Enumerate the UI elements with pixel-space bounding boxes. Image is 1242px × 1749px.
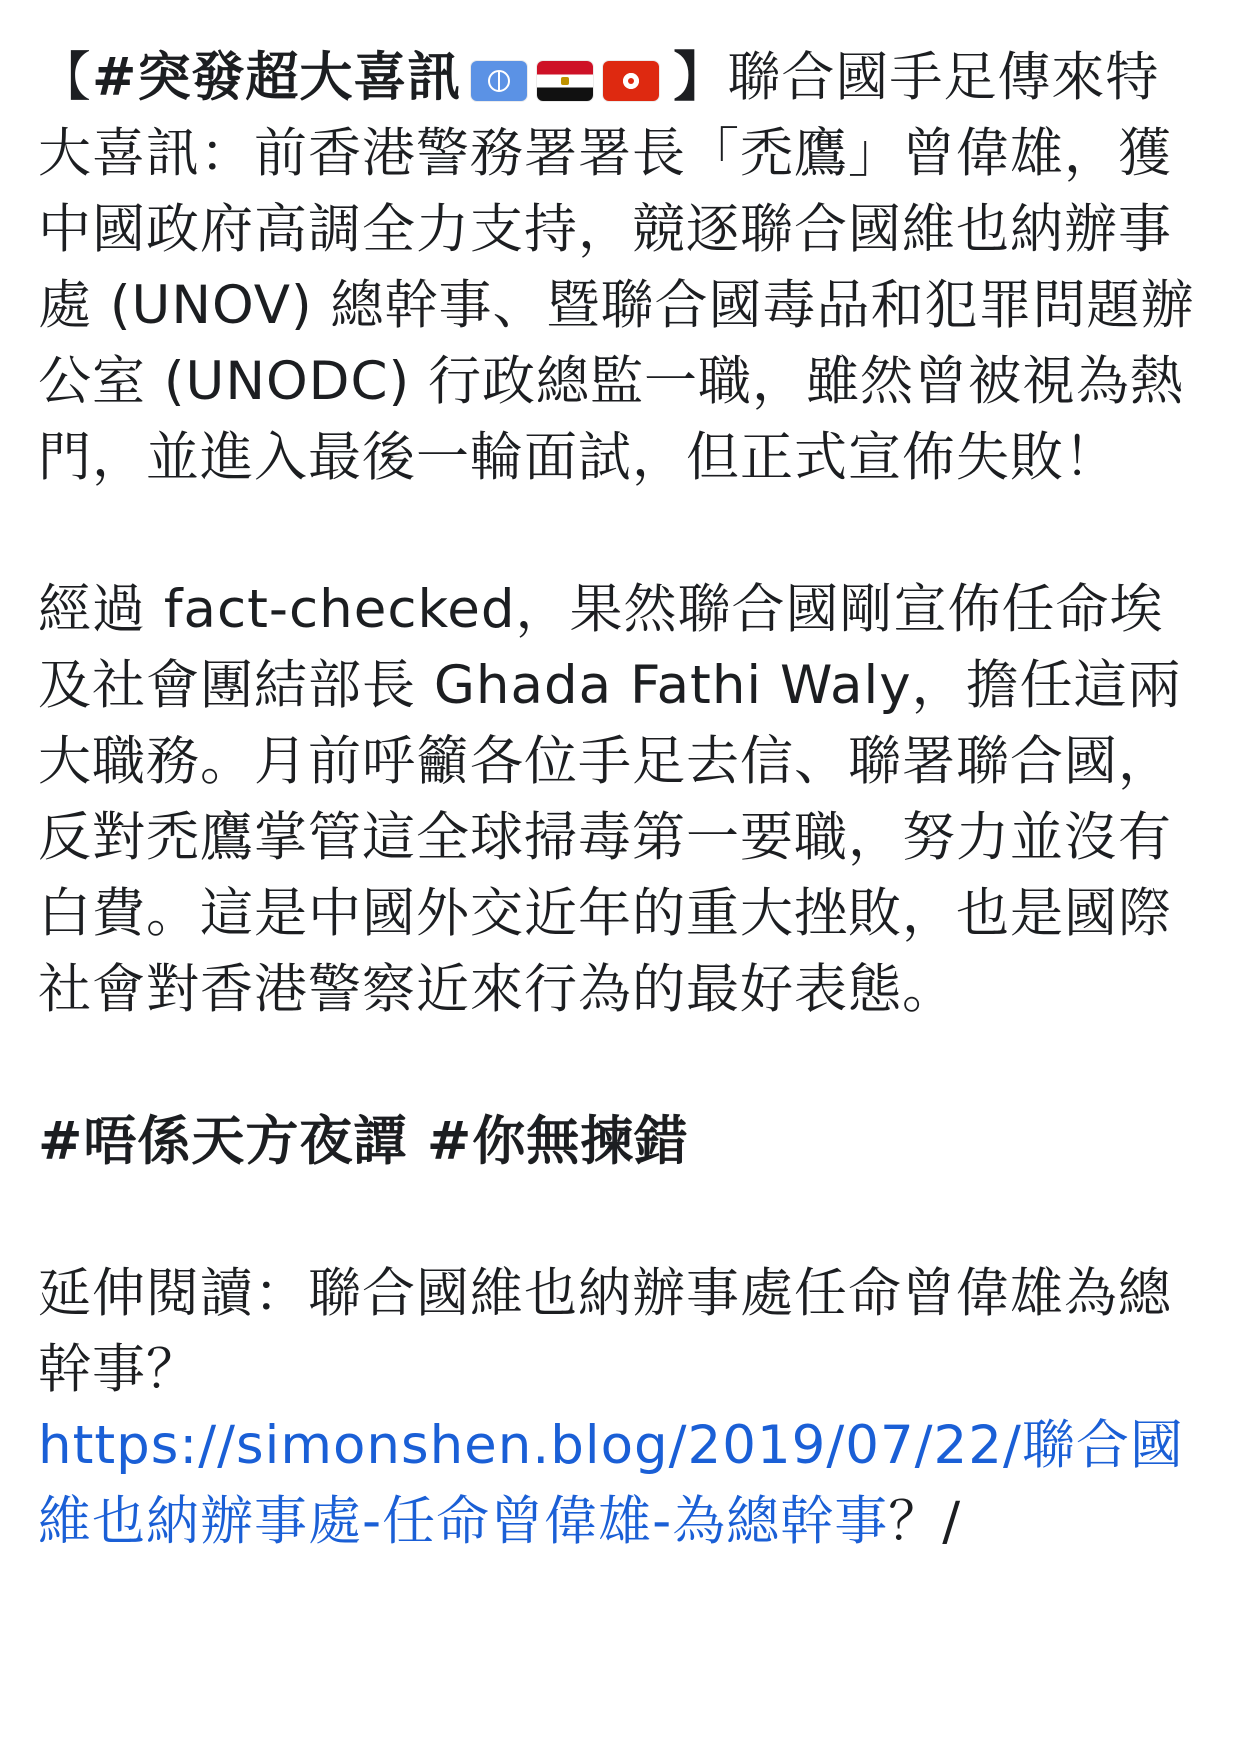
post-hashtags[interactable] xyxy=(38,1104,1208,1180)
close-bracket: 】 xyxy=(673,47,728,108)
further-reading-link-tail: ？/ xyxy=(888,1491,962,1552)
un-flag-icon xyxy=(471,61,527,101)
post-paragraph-headline xyxy=(38,40,1208,496)
paragraph1-body: 聯合國手足傳來特大喜訊：前香港警務署署長「禿鷹」曾偉雄，獲中國政府高調全力支持，競逐聯合國維也納辦事處 (UNOV) 總幹事、暨聯合國毒品和犯罪問題辦公室 (UNODC) 行政總監一職，雖然曾被視為熱門，並進入最後一輪面試，但正式宣佈失敗！ xyxy=(38,47,1195,488)
egypt-flag-icon xyxy=(537,61,593,101)
hong-kong-flag-icon xyxy=(603,61,659,101)
post-body xyxy=(38,40,1208,1560)
further-reading-link[interactable]: https://simonshen.blog/2019/07/22/聯合國維也納辦事處-任命曾偉雄-為總幹事 xyxy=(38,1415,1184,1552)
further-reading xyxy=(38,1256,1208,1560)
post-paragraph-factcheck: 經過 fact-checked，果然聯合國剛宣佈任命埃及社會團結部長 Ghada Fathi Waly，擔任這兩大職務。月前呼籲各位手足去信、聯署聯合國，反對禿鷹掌管這全球掃毒第一要職，努力並沒有白費。這是中國外交近年的重大挫敗，也是國際社會對香港警察近來行為的最好表態。 xyxy=(38,579,1182,1020)
open-bracket: 【 xyxy=(38,47,92,108)
headline-hashtag-link[interactable]: #突發超大喜訊 xyxy=(92,47,462,108)
flag-emoji-group xyxy=(471,61,659,101)
further-reading-label: 延伸閱讀：聯合國維也納辦事處任命曾偉雄為總幹事？ xyxy=(38,1263,1172,1400)
hashtag-links[interactable]: #唔係天方夜譚 #你無揀錯 xyxy=(38,1111,689,1172)
